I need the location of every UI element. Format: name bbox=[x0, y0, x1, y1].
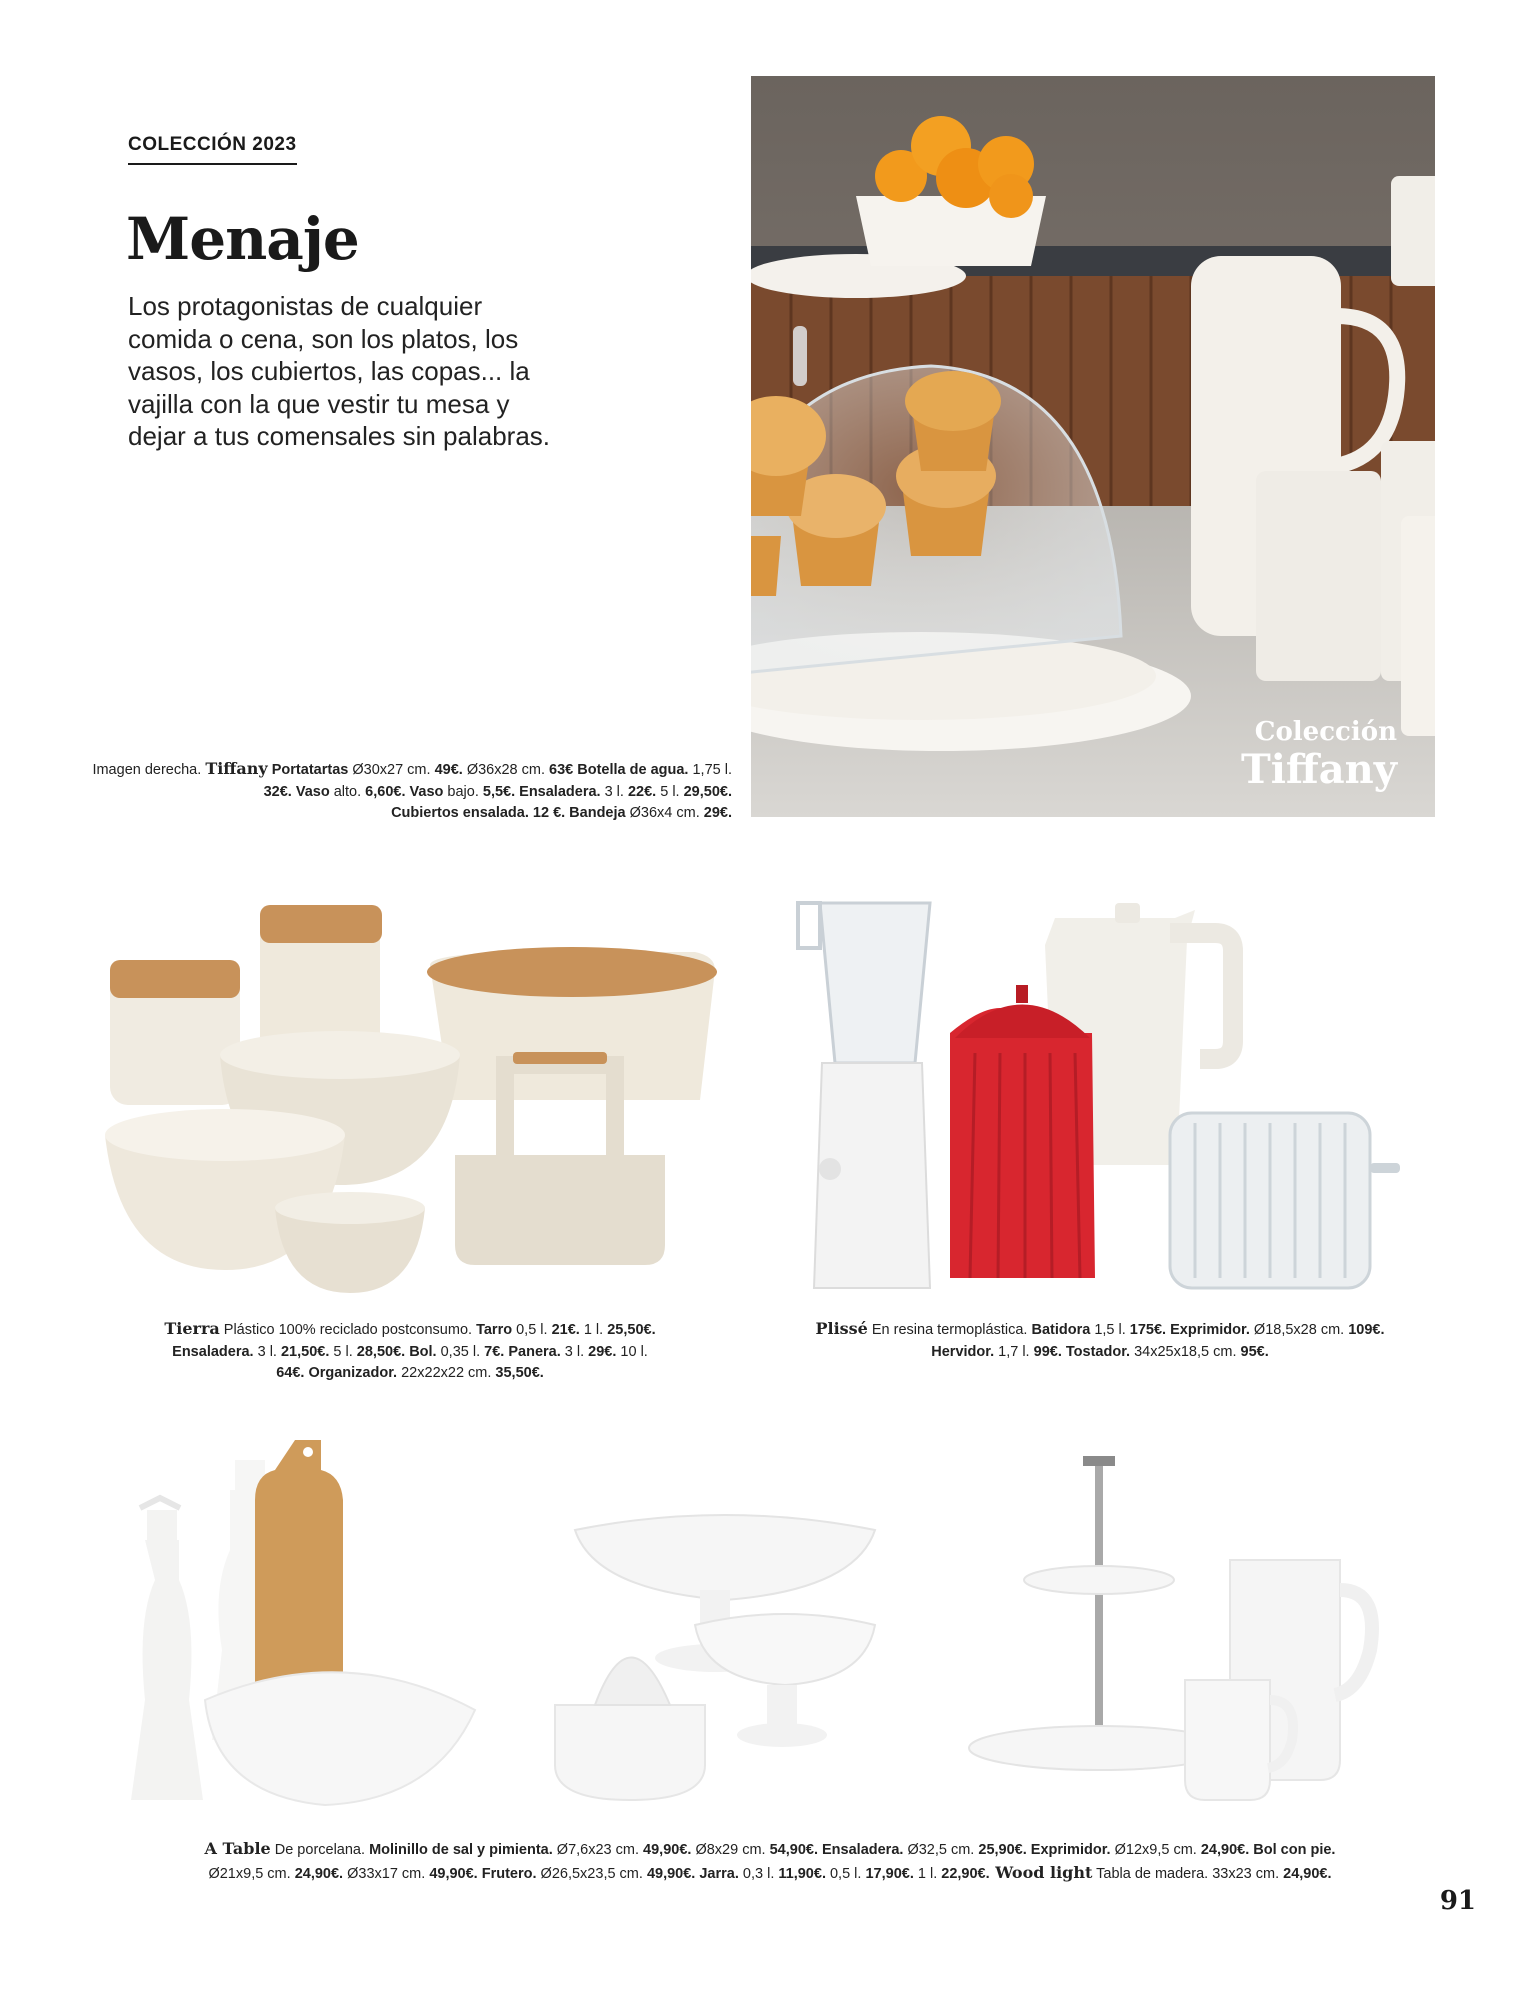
plisse-caption: Plissé En resina termoplástica. Batidora 1,5 l. 175€. Exprimidor. Ø18,5x28 cm. 109€. Hervidor. 1,7 l. 99€. Tostador. 34x25x18,5 cm. 95€. bbox=[815, 1319, 1385, 1360]
page-number: 91 bbox=[1439, 1886, 1476, 1916]
intro-text: Los protagonistas de cualquier comida o cena, son los platos, los vasos, los cubiertos, las copas... la vajilla con la que vestir tu mesa y dejar a tus comensales sin palabras. bbox=[128, 291, 551, 451]
brand-tiffany: Tiffany bbox=[205, 759, 268, 778]
hero-photo bbox=[751, 76, 1435, 817]
atable-caption: A Table De porcelana. Molinillo de sal y pimienta. Ø7,6x23 cm. 49,90€. Ø8x29 cm. 54,90€. Ensaladera. Ø32,5 cm. 25,90€. Exprimidor. Ø12x9,5 cm. 24,90€. Bol con pie. Ø21x9,5 cm. 24,90€. Ø33x17 cm. 49,90€. Frutero. Ø26,5x23,5 cm. 49,90€. Jarra. 0,3 l. 11,90€. 0,5 l. 17,90€. 1 l. 22,90€. Wood light Tabla de madera. 33x23 cm. 24,90€. bbox=[204, 1839, 1336, 1882]
page-title: Menaje bbox=[126, 205, 359, 273]
brand-wood-light: Wood light bbox=[989, 1862, 1093, 1882]
brand-plisse: Plissé bbox=[815, 1319, 868, 1338]
brand-tierra: Tierra bbox=[164, 1319, 220, 1338]
collection-kicker: COLECCIÓN 2023 bbox=[128, 134, 297, 165]
tiffany-scene-illustration bbox=[751, 76, 1435, 817]
tierra-caption: Tierra Plástico 100% reciclado postconsumo. Tarro 0,5 l. 21€. 1 l. 25,50€. Ensaladera. 3 l. 21,50€. 5 l. 28,50€. Bol. 0,35 l. 7€. Panera. 3 l. 29€. 10 l. 64€. Organizador. 22x22x22 cm. 35,50€. bbox=[164, 1319, 656, 1381]
hero-label-coleccion: Colección bbox=[1254, 717, 1397, 747]
atable-products-image bbox=[95, 1440, 1415, 1820]
hero-caption: Imagen derecha. Tiffany Portatartas Ø30x27 cm. 49€. Ø36x28 cm. 63€ Botella de agua. 1,75 l. 32€. Vaso alto. 6,60€. Vaso bajo. 5,5€. Ensaladera. 3 l. 22€. 5 l. 29,50€. Cubiertos ensalada. 12 €. Bandeja Ø36x4 cm. 29€. bbox=[92, 759, 732, 821]
tierra-products-image bbox=[95, 890, 725, 1295]
hero-label-tiffany: Tiffany bbox=[1240, 746, 1397, 793]
brand-a-table: A Table bbox=[204, 1839, 271, 1858]
plisse-products-image bbox=[790, 893, 1410, 1298]
